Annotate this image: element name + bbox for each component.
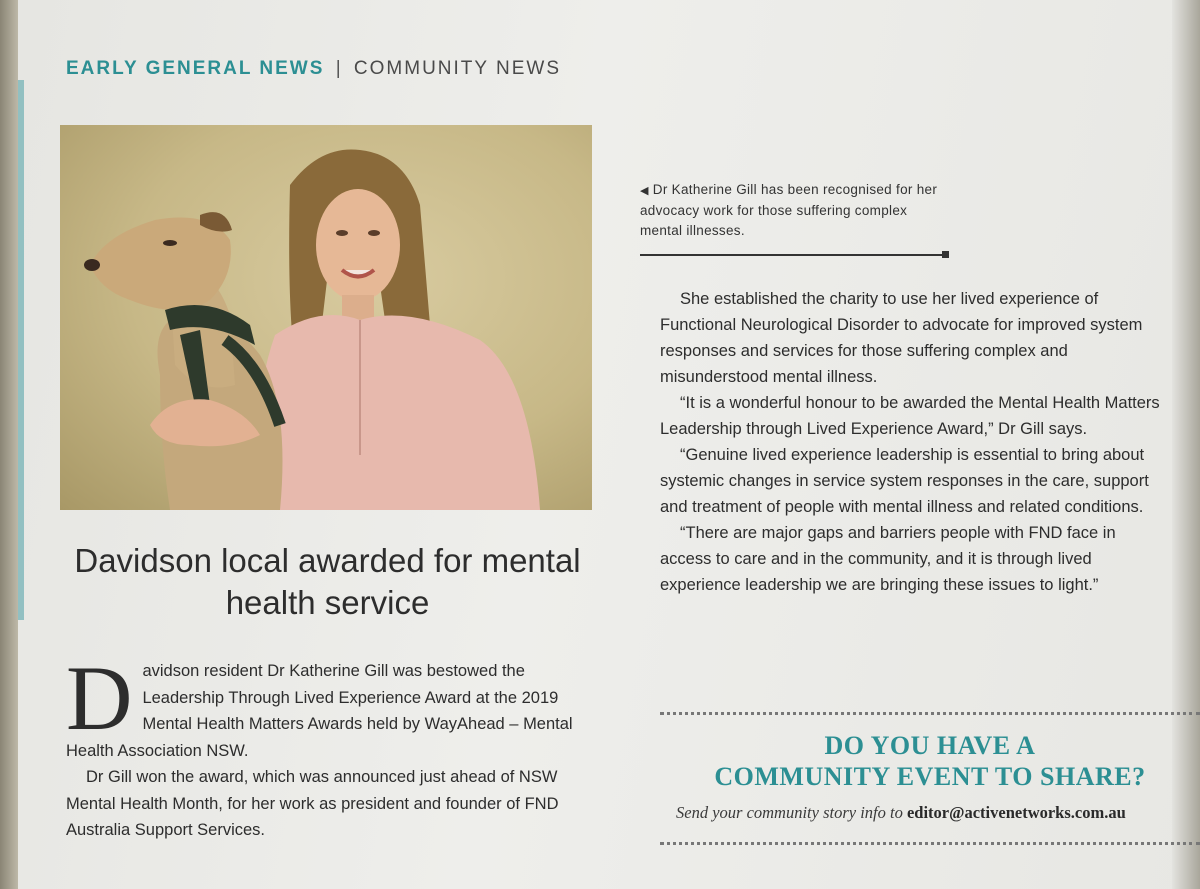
article-photo <box>60 125 592 510</box>
cta-top-divider <box>660 712 1200 715</box>
cta-title <box>660 730 1200 792</box>
section-category: EARLY GENERAL NEWS <box>66 58 325 79</box>
cta-subtext-label: Send your community story info to <box>676 803 903 822</box>
article-body-left <box>66 647 591 844</box>
caption-rule-end <box>942 251 949 258</box>
cta-title-line-1: DO YOU HAVE A <box>824 731 1036 760</box>
photo-caption <box>640 180 940 241</box>
section-subcategory: COMMUNITY NEWS <box>353 58 562 79</box>
article-body-right <box>660 286 1160 598</box>
cta-bottom-divider <box>660 842 1200 845</box>
caption-text: Dr Katherine Gill has been recognised for her advocacy work for those suffering complex mental illnesses. <box>640 182 938 238</box>
cta-title-line-2: COMMUNITY EVENT TO SHARE? <box>714 762 1146 791</box>
section-separator: | <box>335 58 343 79</box>
section-header <box>66 58 561 80</box>
paragraph-6: “There are major gaps and barriers people with FND face in access to care and in the community, and it is through lived experience leadership we are bringing these issues to light.” <box>660 524 1116 594</box>
caption-rule <box>640 254 945 256</box>
paragraph-2: Dr Gill won the award, which was announced just ahead of NSW Mental Health Month, for her work as president and founder of FND Australia Support Services. <box>66 768 559 839</box>
intro-paragraph <box>66 647 591 764</box>
intro-text: avidson resident Dr Katherine Gill was bestowed the Leadership Through Lived Experience Award at the 2019 Mental Health Matters Awards held by WayAhead – Mental Health Association NSW. <box>66 662 573 760</box>
cta-email: editor@activenetworks.com.au <box>906 803 1126 822</box>
woman-with-greyhound-illustration <box>60 125 592 510</box>
cta-subtext <box>676 803 1196 823</box>
article-headline: Davidson local awarded for mental health service <box>74 542 581 621</box>
paragraph-5: “Genuine lived experience leadership is essential to bring about systemic changes in service system responses in the care, support and treatment of people with mental illness and related conditions. <box>660 446 1149 516</box>
previous-page-edge <box>18 80 24 620</box>
paragraph-4: “It is a wonderful honour to be awarded the Mental Health Matters Leadership through Lived Experience Award,” Dr Gill says. <box>660 394 1160 438</box>
drop-cap: D <box>66 647 133 749</box>
left-triangle-icon: ◀ <box>640 185 649 197</box>
paragraph-3: She established the charity to use her lived experience of Functional Neurological Disorder to advocate for improved system responses and services for those suffering complex and misunderstood mental illness. <box>660 290 1143 386</box>
